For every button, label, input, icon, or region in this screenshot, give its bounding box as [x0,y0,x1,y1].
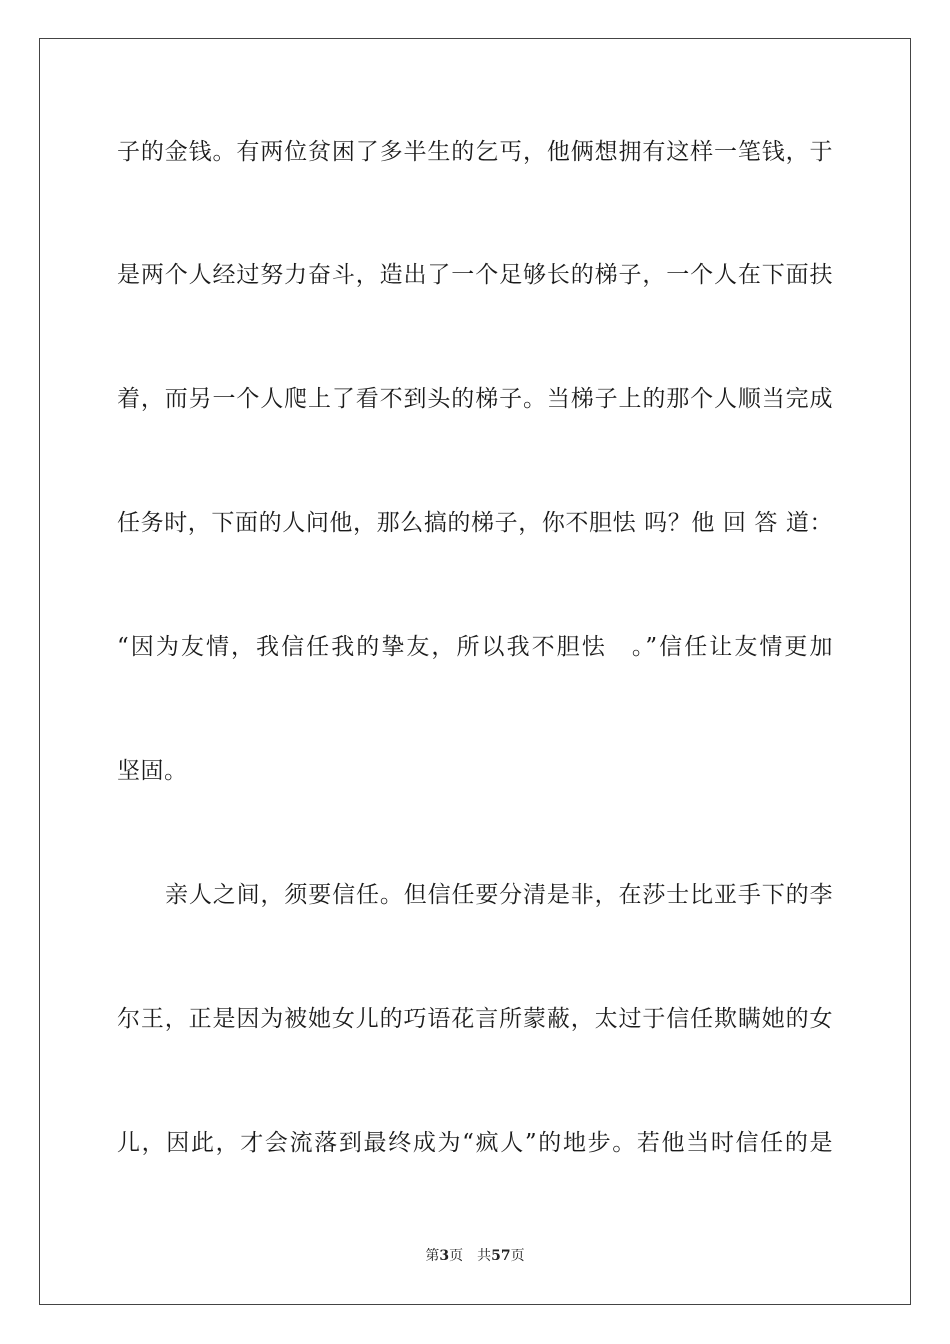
text-line-3: 着，而另一个人爬上了看不到头的梯子。当梯子上的那个人顺当完成 [117,386,833,412]
text-line-7: 亲人之间，须要信任。但信任要分清是非，在莎士比亚手下的李 [165,882,833,908]
footer-page-suffix: 页 [449,1248,464,1264]
footer-total-pages: 57 [491,1248,511,1264]
text-line-1: 子的金钱。有两位贫困了多半生的乞丐，他俩想拥有这样一笔钱，于 [117,139,833,165]
text-line-8: 尔王，正是因为被她女儿的巧语花言所蒙蔽，太过于信任欺瞒她的女 [117,1006,833,1032]
footer-total-prefix: 共 [477,1248,492,1264]
footer-page-number: 3 [439,1248,450,1264]
text-line-4: 任务时，下面的人问他，那么搞的梯子，你不胆怯 吗？他 回 答 道： [117,510,833,536]
page-frame [39,38,911,1305]
footer-page-prefix: 第 [425,1248,440,1264]
text-line-9: 儿，因此，才会流落到最终成为“疯人”的地步。若他当时信任的是 [117,1130,833,1156]
text-line-5: “因为友情，我信任我的挚友，所以我不胆怯 。”信任让友情更加 [117,634,833,660]
text-line-2: 是两个人经过努力奋斗，造出了一个足够长的梯子，一个人在下面扶 [117,262,833,288]
page-footer [0,1247,950,1265]
footer-total-suffix: 页 [510,1248,525,1264]
text-line-6: 坚固。 [117,758,188,784]
